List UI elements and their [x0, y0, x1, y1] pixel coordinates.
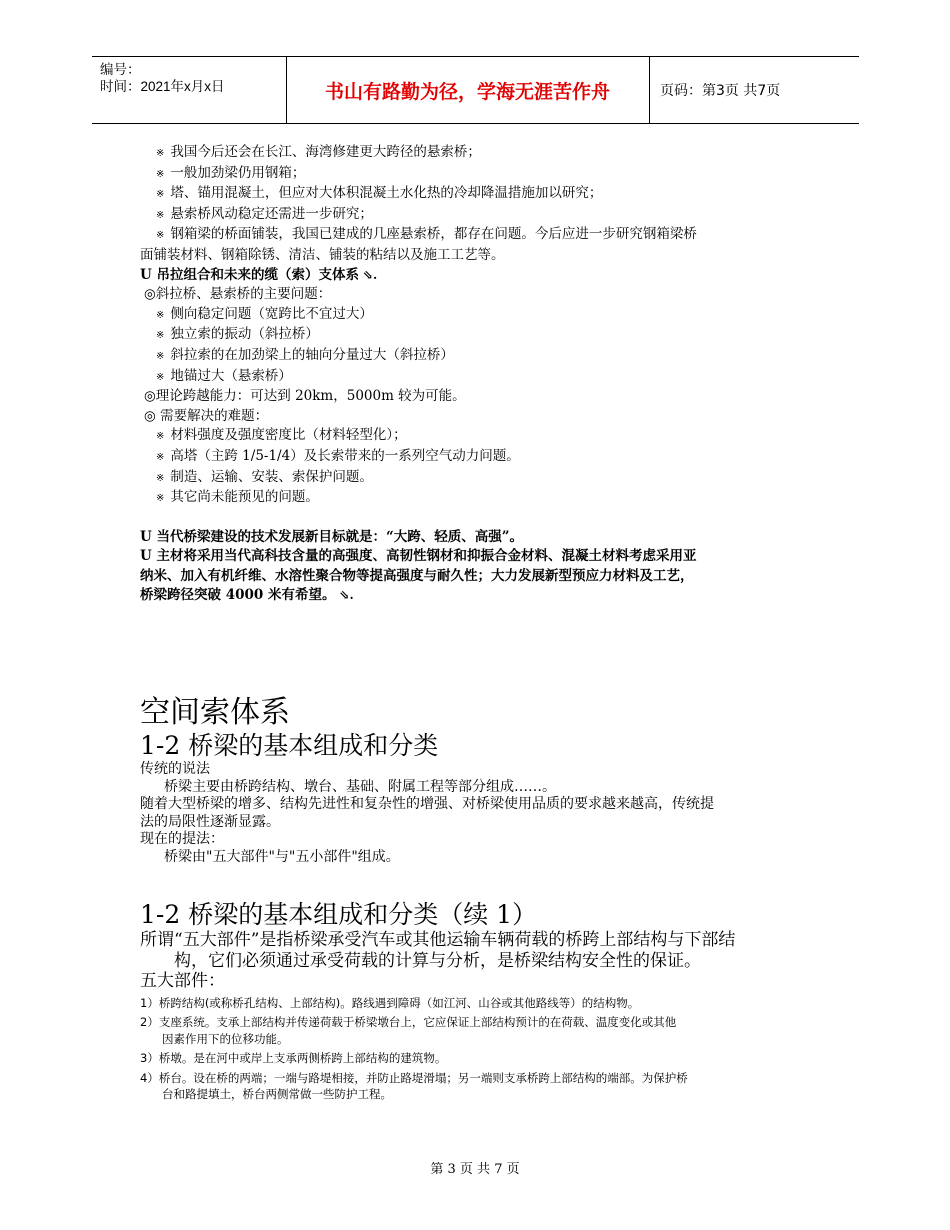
list-item: ※ 高塔（主跨 1/5-1/4）及长索带来的一系列空气动力问题。 — [156, 447, 520, 464]
header-motto: 书山有路勤为径，学海无涯苦作舟 — [324, 81, 610, 103]
arrow-icon: ⇘. — [339, 588, 354, 603]
materials-statement: 桥梁跨径突破 4000 米有希望。 ⇘. — [140, 587, 354, 604]
paragraph-line: 所谓“五大部件”是指桥梁承受汽车或其他运输车辆荷载的桥跨上部结构与下部结 — [140, 930, 736, 950]
header-divider — [649, 57, 650, 123]
list-item: ※ 侧向稳定问题（宽跨比不宜过大） — [156, 305, 373, 322]
goal-statement: U 当代桥梁建设的技术发展新目标就是：“大跨、轻质、高强”。 — [140, 528, 524, 545]
list-item: ※ 悬索桥风动稳定还需进一步研究； — [156, 205, 373, 222]
list-item: ※ 斜拉索的在加劲梁上的轴向分量过大（斜拉桥） — [156, 346, 454, 363]
paragraph-line: 随着大型桥梁的增多、结构先进性和复杂性的增强、对桥梁使用品质的要求越来越高，传统提 — [140, 796, 714, 812]
materials-statement: U 主材将采用当代高科技含量的高强度、高韧性钢材和抑振合金材料、混凝土材料考虑采用亚 — [140, 548, 697, 565]
list-item: 2）支座系统。支承上部结构并传递荷载于桥梁墩台上，它应保证上部结构预计的在荷载、温度变化或其他 — [140, 1015, 677, 1029]
list-item: ※ 制造、运输、安装、索保护问题。 — [156, 468, 373, 485]
paragraph-line: 法的局限性逐渐显露。 — [140, 813, 280, 830]
header-page-info: 页码：第3页 共7页 — [660, 83, 781, 99]
list-item: 1）桥跨结构(或称桥孔结构、上部结构)。路线遇到障碍（如江河、山谷或其他路线等）的结构物。 — [140, 995, 640, 1010]
paragraph-line: 构，它们必须通过承受荷载的计算与分析，是桥梁结构安全性的保证。 — [174, 950, 701, 971]
list-item-continuation: 面铺装材料、钢箱除锈、清洁、铺装的粘结以及施工工艺等。 — [140, 246, 505, 263]
point-item: ◎ 需要解决的难题： — [144, 407, 269, 424]
section-title: 空间索体系 — [140, 695, 290, 730]
list-item: 3）桥墩。是在河中或岸上支承两侧桥跨上部结构的建筑物。 — [140, 1051, 447, 1065]
section-subtitle: 1-2 桥梁的基本组成和分类 — [140, 731, 439, 760]
header-meta — [100, 61, 225, 95]
point-item: ◎斜拉桥、悬索桥的主要问题： — [144, 286, 332, 303]
page-header — [92, 56, 859, 124]
subsection-label: 五大部件： — [140, 971, 225, 991]
arrow-icon: ⇘. — [362, 267, 378, 282]
section-basic-composition — [140, 695, 820, 866]
point-item: ◎理论跨越能力：可达到 20km，5000m 较为可能。 — [144, 388, 466, 405]
list-item: ※ 一般加劲梁仍用钢箱； — [156, 164, 306, 181]
list-item: ※ 地锚过大（悬索桥） — [156, 367, 292, 384]
list-item-continuation: 台和路提填土，桥台两侧常做一些防护工程。 — [162, 1087, 392, 1101]
page-footer: 第 3 页 共 7 页 — [430, 1162, 520, 1177]
list-item: ※ 钢箱梁的桥面铺装，我国已建成的几座悬索桥，都存在问题。今后应进一步研究钢箱梁桥 — [156, 226, 697, 243]
section-cable-systems — [140, 143, 820, 606]
list-item: ※ 我国今后还会在长江、海湾修建更大跨径的悬索桥； — [156, 144, 481, 160]
code-label: 编号： — [100, 62, 141, 77]
paragraph-line: 桥梁主要由桥跨结构、墩台、基础、附属工程等部分组成……。 — [164, 778, 556, 795]
list-item: ※ 独立索的振动（斜拉桥） — [156, 326, 319, 343]
paragraph-line: 现在的提法： — [140, 831, 224, 847]
paragraph-line: 桥梁由"五大部件"与"五小部件"组成。 — [164, 848, 400, 865]
list-item: ※ 材料强度及强度密度比（材料轻型化）； — [156, 427, 407, 444]
list-item: ※ 塔、锚用混凝土，但应对大体积混凝土水化热的冷却降温措施加以研究； — [156, 185, 603, 202]
section-five-major-parts — [140, 900, 820, 1103]
section-title: 1-2 桥梁的基本组成和分类（续 1） — [140, 900, 538, 929]
list-item-continuation: 因素作用下的位移功能。 — [162, 1031, 289, 1046]
section-heading: U 吊拉组合和未来的缆（索）支体系 ⇘. — [140, 266, 378, 283]
paragraph-line: 传统的说法 — [140, 761, 210, 777]
materials-statement: 纳米、加入有机纤维、水溶性聚合物等提高强度与耐久性；大力发展新型预应力材料及工艺， — [140, 567, 694, 584]
list-item: 4）桥台。设在桥的两端；一端与路堤相接，并防止路堤滑塌；另一端则支承桥跨上部结构的端部。为保护桥 — [140, 1070, 688, 1085]
list-item: ※ 其它尚未能预见的问题。 — [156, 489, 319, 506]
time-label: 时间：2021年x月x日 — [100, 79, 225, 94]
